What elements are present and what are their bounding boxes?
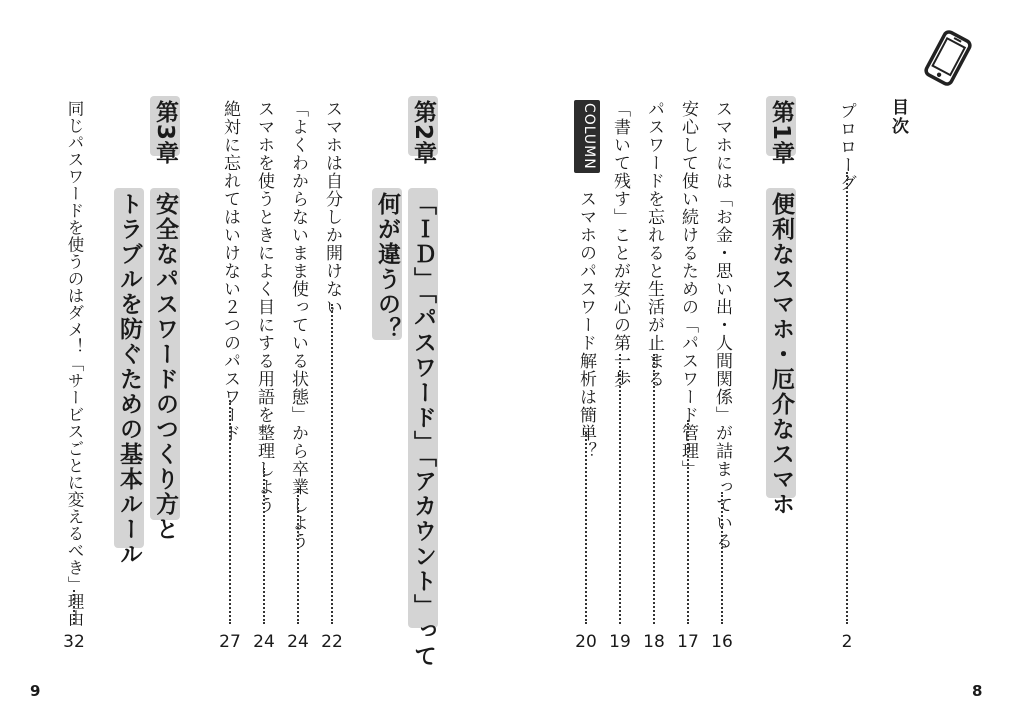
leader-dots xyxy=(653,354,655,624)
leader-dots xyxy=(721,492,723,624)
prologue-title: プロローグ xyxy=(836,102,856,192)
chapter1-title: 便利なスマホ・厄介なスマホ xyxy=(768,192,794,517)
toc-entry: 絶対に忘れてはいけない２つのパスワード xyxy=(220,100,240,442)
chapter2-title-line1: 「ＩＤ」「パスワード」「アカウント」って xyxy=(410,192,436,669)
leader-dots xyxy=(846,172,848,624)
leader-dots xyxy=(619,354,621,624)
toc-entry: パスワードを忘れると生活が止まる xyxy=(644,100,664,388)
toc-entry: スマホのパスワード解析は簡単？ xyxy=(576,190,596,460)
page-number: 32 xyxy=(63,632,85,652)
toc-entry: スマホは自分しか開けない xyxy=(322,100,342,316)
page-number: 24 xyxy=(253,632,275,652)
chapter2-title-line2: 何が違うの？ xyxy=(374,192,400,342)
page-number: 27 xyxy=(219,632,241,652)
leader-dots xyxy=(263,468,265,624)
leader-dots xyxy=(331,304,333,624)
leader-dots xyxy=(585,432,587,624)
folio-right: 8 xyxy=(972,682,983,700)
page-number: 20 xyxy=(575,632,597,652)
toc-entry: 「よくわからないまま使っている状態」から卒業しよう xyxy=(288,100,308,550)
toc-entry: スマホには「お金・思い出・人間関係」が詰まっている xyxy=(712,100,732,550)
toc-title: 目次 xyxy=(888,98,908,136)
page-number: 22 xyxy=(321,632,343,652)
toc-entry: 「書いて残す」ことが安心の第一歩 xyxy=(610,100,630,388)
toc-entry: 安心して使い続けるための「パスワード管理」 xyxy=(678,100,698,478)
leader-dots xyxy=(297,488,299,624)
page-number: 16 xyxy=(711,632,733,652)
page-number: 17 xyxy=(677,632,699,652)
page-number: 18 xyxy=(643,632,665,652)
page-number: 19 xyxy=(609,632,631,652)
leader-dots xyxy=(73,590,75,624)
chapter3-title-line2: トラブルを防ぐための基本ルール xyxy=(116,192,142,567)
chapter3-title-line1: 安全なパスワードのつくり方と xyxy=(152,192,178,542)
leader-dots xyxy=(229,400,231,624)
smartphone-icon xyxy=(918,28,978,88)
toc-entry: 同じパスワードを使うのはダメ！「サービスごとに変えるべき」理由 xyxy=(65,100,84,627)
toc-entry: スマホを使うときによく目にする用語を整理しよう xyxy=(254,100,274,514)
page-number: 2 xyxy=(841,632,853,652)
chapter2-number: 第2章 xyxy=(410,100,436,166)
column-badge: COLUMN xyxy=(574,100,600,173)
page-number: 24 xyxy=(287,632,309,652)
folio-left: 9 xyxy=(30,682,41,700)
chapter3-number: 第3章 xyxy=(152,100,178,166)
chapter1-number: 第1章 xyxy=(768,100,794,166)
leader-dots xyxy=(687,420,689,624)
